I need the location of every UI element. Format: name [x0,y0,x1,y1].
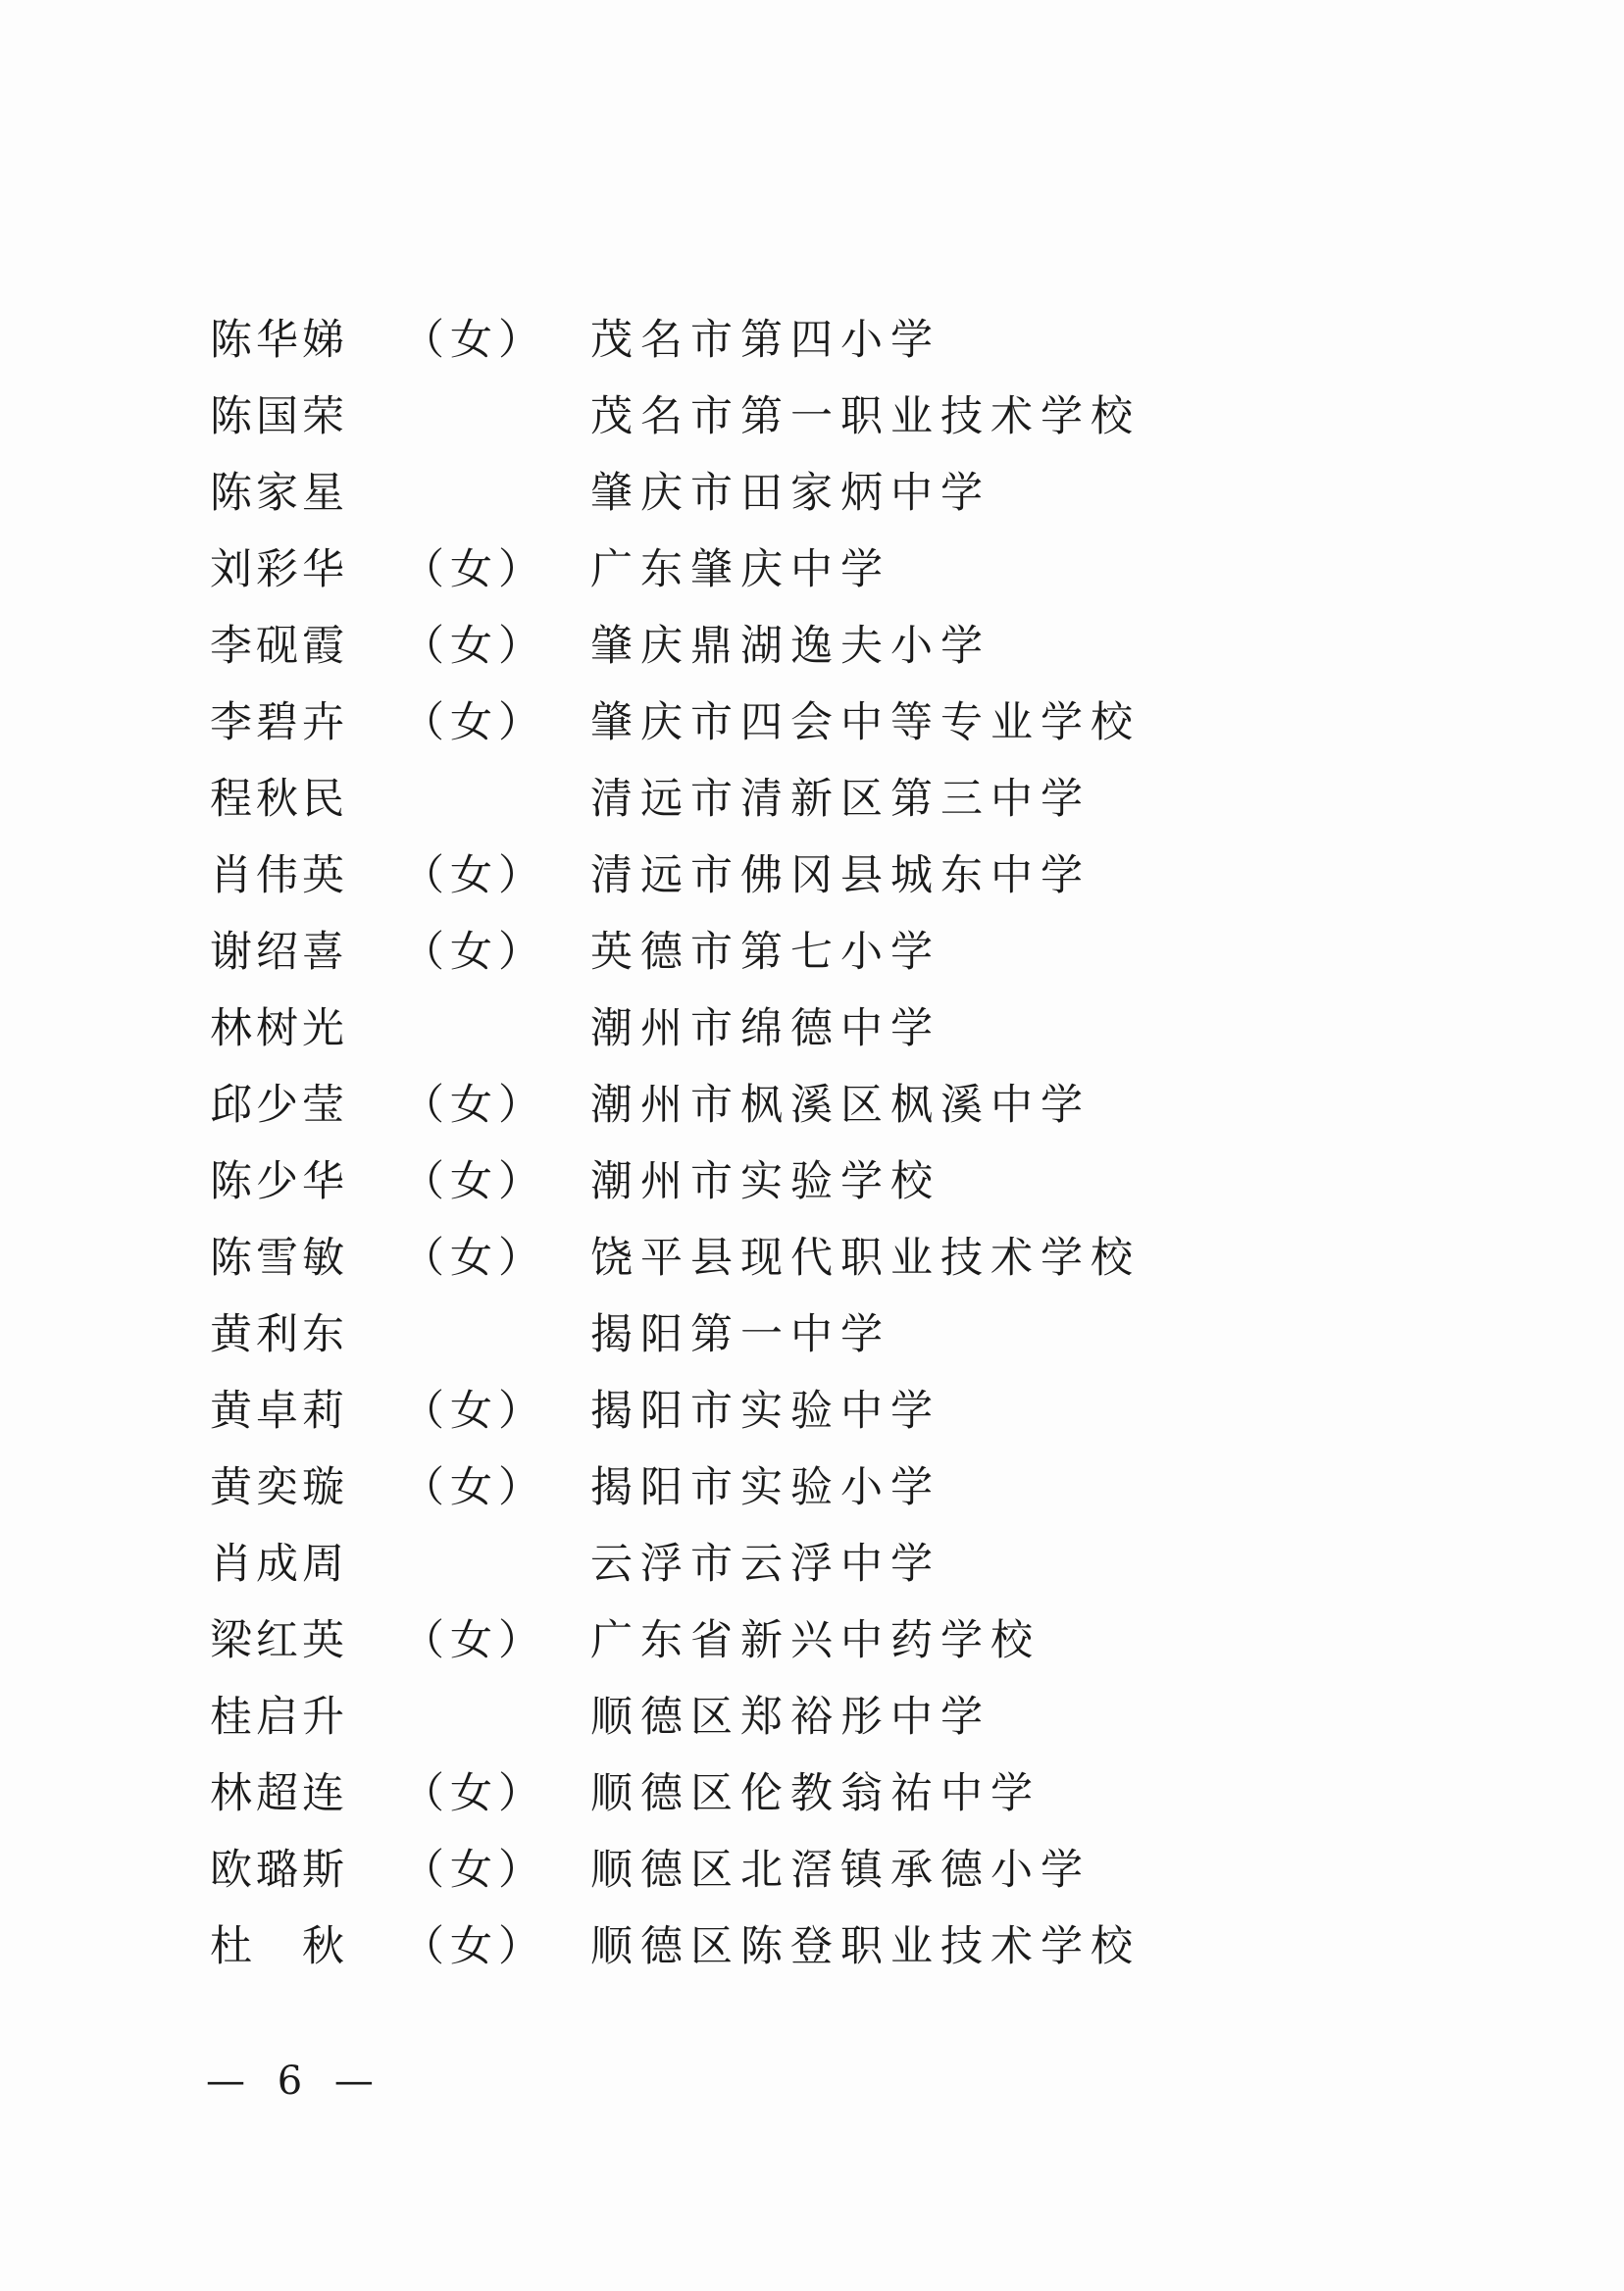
school-name: 潮州市绵德中学 [590,1004,940,1053]
school-name: 清远市佛冈县城东中学 [590,851,1091,900]
list-item [0,1679,1624,1756]
school-name: 潮州市枫溪区枫溪中学 [590,1081,1091,1130]
list-item [0,1526,1624,1603]
list-item [0,455,1624,532]
gender-note: （女） [402,1769,546,1818]
school-name: 云浮市云浮中学 [590,1540,940,1589]
list-item [0,1756,1624,1832]
list-item [0,991,1624,1067]
school-name: 英德市第七小学 [590,928,940,977]
gender-note: （女） [402,1922,546,1971]
person-name: 林树光 [210,1004,348,1053]
gender-note: （女） [402,851,546,900]
gender-note: （女） [402,928,546,977]
gender-note: （女） [402,1157,546,1206]
gender-note: （女） [402,1081,546,1130]
school-name: 茂名市第一职业技术学校 [590,392,1141,441]
gender-note: （女） [402,1616,546,1665]
person-name: 杜 秋 [210,1922,348,1971]
list-item [0,761,1624,838]
person-name: 陈雪敏 [210,1234,348,1283]
list-item [0,914,1624,991]
school-name: 揭阳第一中学 [590,1310,890,1359]
list-item [0,838,1624,914]
person-name: 程秋民 [210,775,348,824]
school-name: 清远市清新区第三中学 [590,775,1091,824]
honoree-list [0,302,1624,1985]
list-item [0,1832,1624,1909]
list-item [0,379,1624,455]
gender-note: （女） [402,1463,546,1512]
school-name: 广东肇庆中学 [590,545,890,594]
school-name: 顺德区伦教翁祐中学 [590,1769,1040,1818]
person-name: 桂启升 [210,1693,348,1742]
person-name: 黄利东 [210,1310,348,1359]
gender-note: （女） [402,545,546,594]
person-name: 陈少华 [210,1157,348,1206]
list-item [0,532,1624,608]
school-name: 揭阳市实验小学 [590,1463,940,1512]
list-item [0,1373,1624,1450]
school-name: 肇庆市四会中等专业学校 [590,698,1141,747]
person-name: 肖伟英 [210,851,348,900]
school-name: 顺德区郑裕彤中学 [590,1693,990,1742]
school-name: 顺德区北滘镇承德小学 [590,1846,1091,1895]
school-name: 潮州市实验学校 [590,1157,940,1206]
gender-note: （女） [402,1234,546,1283]
gender-note: （女） [402,316,546,365]
gender-note: （女） [402,1387,546,1436]
person-name: 邱少莹 [210,1081,348,1130]
person-name: 林超连 [210,1769,348,1818]
school-name: 肇庆鼎湖逸夫小学 [590,622,990,671]
gender-note: （女） [402,1846,546,1895]
page-number: — 6 — [206,2059,383,2104]
list-item [0,1220,1624,1297]
person-name: 陈家星 [210,469,348,518]
gender-note: （女） [402,622,546,671]
person-name: 谢绍喜 [210,928,348,977]
list-item [0,1909,1624,1985]
school-name: 肇庆市田家炳中学 [590,469,990,518]
list-item [0,1144,1624,1220]
person-name: 欧璐斯 [210,1846,348,1895]
school-name: 揭阳市实验中学 [590,1387,940,1436]
person-name: 刘彩华 [210,545,348,594]
person-name: 李砚霞 [210,622,348,671]
person-name: 黄卓莉 [210,1387,348,1436]
person-name: 陈国荣 [210,392,348,441]
list-item [0,1067,1624,1144]
person-name: 陈华娣 [210,316,348,365]
school-name: 饶平县现代职业技术学校 [590,1234,1141,1283]
gender-note: （女） [402,698,546,747]
list-item [0,302,1624,379]
list-item [0,1450,1624,1526]
person-name: 李碧卉 [210,698,348,747]
person-name: 肖成周 [210,1540,348,1589]
person-name: 黄奕璇 [210,1463,348,1512]
list-item [0,1297,1624,1373]
school-name: 茂名市第四小学 [590,316,940,365]
list-item [0,608,1624,685]
list-item [0,1603,1624,1679]
school-name: 广东省新兴中药学校 [590,1616,1040,1665]
person-name: 梁红英 [210,1616,348,1665]
school-name: 顺德区陈登职业技术学校 [590,1922,1141,1971]
list-item [0,685,1624,761]
